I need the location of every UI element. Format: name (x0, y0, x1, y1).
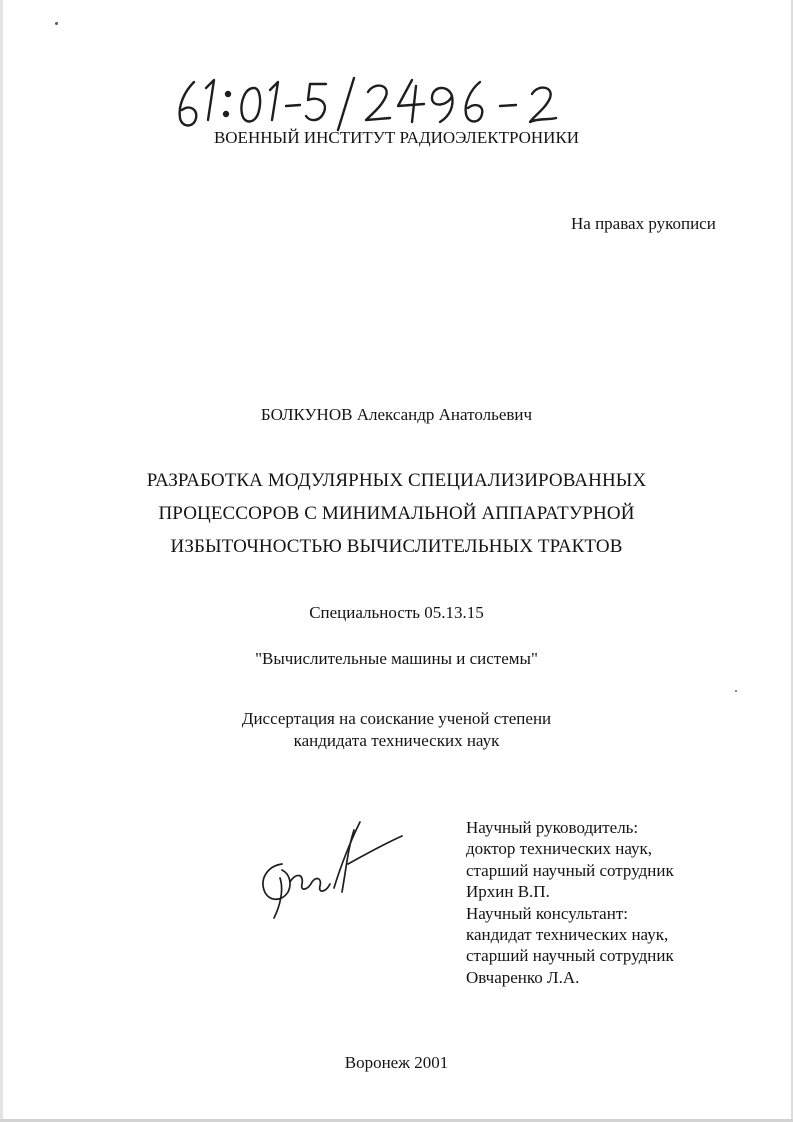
signature-icon (250, 818, 410, 928)
manuscript-rights-note: На правах рукописи (571, 214, 716, 233)
archive-code-handwriting (168, 74, 578, 134)
city-year: Воронеж 2001 (344, 1053, 449, 1072)
institute-name: ВОЕННЫЙ ИНСТИТУТ РАДИОЭЛЕКТРОНИКИ (213, 128, 580, 147)
author-name: БОЛКУНОВ Александр Анатольевич (260, 405, 533, 424)
consultant-title: старший научный сотрудник (466, 946, 674, 966)
consultant-degree: кандидат технических наук, (466, 925, 669, 945)
title-line: РАЗРАБОТКА МОДУЛЯРНЫХ СПЕЦИАЛИЗИРОВАННЫХ (146, 470, 647, 491)
consultant-name: Овчаренко Л.А. (466, 967, 580, 987)
specialty-name: "Вычислительные машины и системы" (255, 649, 538, 668)
degree-line-1: Диссертация на соискание ученой степени (241, 709, 552, 728)
title-line: ИЗБЫТОЧНОСТЬЮ ВЫЧИСЛИТЕЛЬНЫХ ТРАКТОВ (170, 536, 623, 557)
degree-line-2: кандидата технических наук (293, 731, 500, 750)
supervisor-title: старший научный сотрудник (466, 860, 674, 880)
scan-speck (735, 690, 737, 692)
title-line: ПРОЦЕССОРОВ С МИНИМАЛЬНОЙ АППАРАТУРНОЙ (158, 503, 635, 524)
supervisor-degree: доктор технических наук, (466, 839, 653, 859)
supervisor-name: Ирхин В.П. (466, 882, 550, 902)
scan-edge-left (0, 0, 3, 1122)
specialty-code: Специальность 05.13.15 (309, 603, 484, 622)
consultant-role: Научный консультант: (466, 903, 628, 923)
scan-speck (55, 22, 58, 25)
supervisor-role: Научный руководитель: (466, 818, 639, 837)
advisors-block (466, 817, 674, 988)
